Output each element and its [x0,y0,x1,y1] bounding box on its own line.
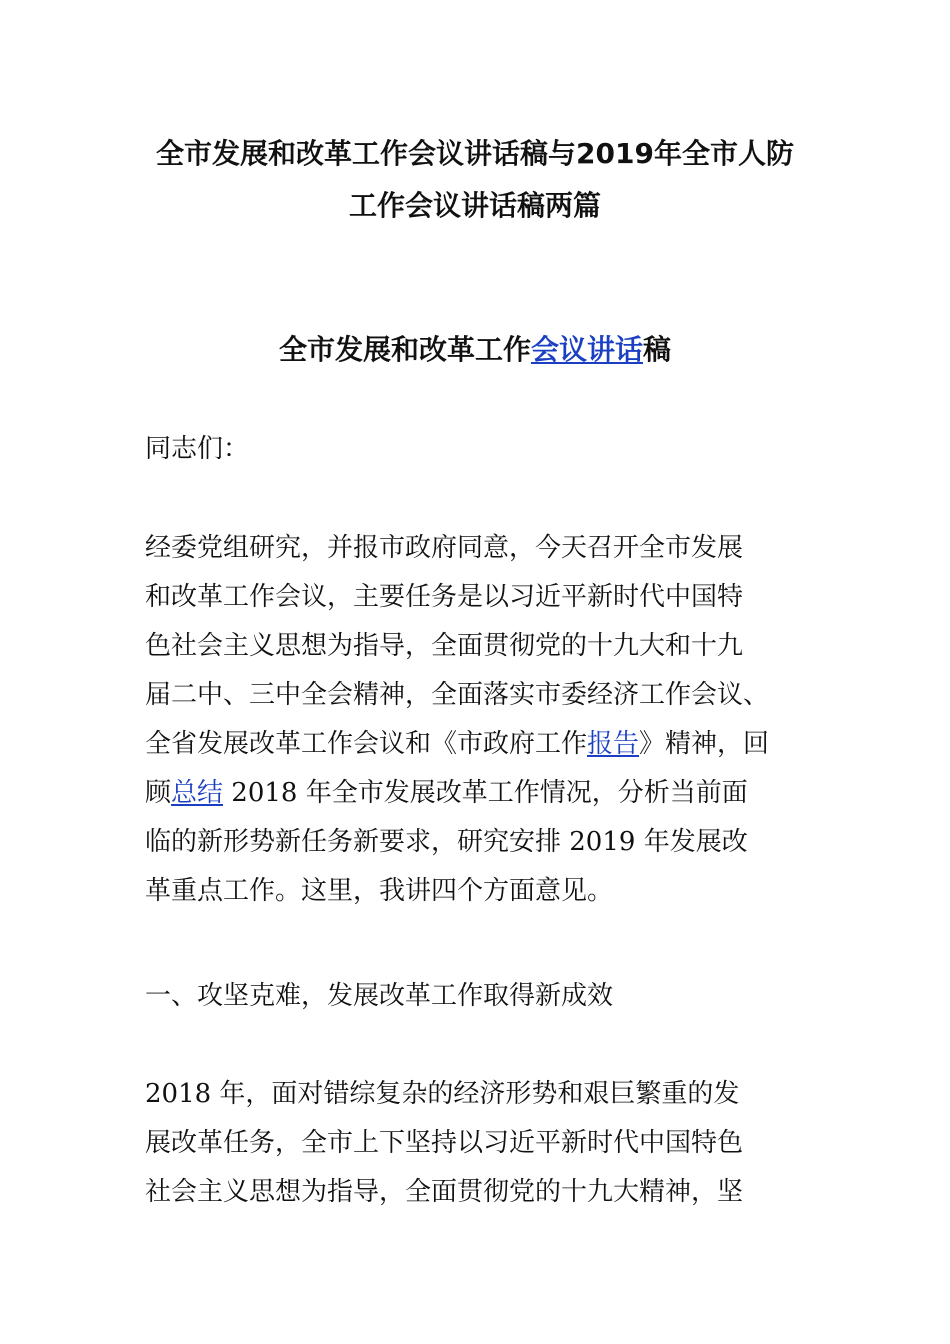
document-title-line-1: 全市发展和改革工作会议讲话稿与2019年全市人防 [156,137,794,170]
line-text: 》精神，回 [639,729,770,759]
paragraph-line: 届二中、三中全会精神，全面落实市委经济工作会议、 [145,680,770,710]
paragraph-line: 色社会主义思想为指导，全面贯彻党的十九大和十九 [145,631,744,661]
summary-link[interactable]: 总结 [171,778,224,808]
report-link[interactable]: 报告 [587,729,640,759]
paragraph-line: 社会主义思想为指导，全面贯彻党的十九大精神，坚 [145,1177,744,1207]
paragraph-line [145,720,810,769]
document-title [140,128,810,232]
section-title [140,326,810,374]
line-text: 顾 [145,778,172,808]
paragraph-line: 2018 年，面对错综复杂的经济形势和艰巨繁重的发 [145,1079,740,1109]
paragraph-line: 和改革工作会议，主要任务是以习近平新时代中国特 [145,582,744,612]
paragraph-line: 经委党组研究，并报市政府同意，今天召开全市发展 [145,533,744,563]
paragraph-line: 临的新形势新任务新要求，研究安排 2019 年发展改 [145,827,748,857]
salutation [145,425,810,474]
paragraph-line: 革重点工作。这里，我讲四个方面意见。 [145,876,614,906]
paragraph-2018 [145,1070,810,1217]
paragraph-line [145,769,810,818]
document-title-line-2: 工作会议讲话稿两篇 [348,189,601,222]
intro-paragraph [145,524,810,916]
line-text: 2018 年全市发展改革工作情况，分析当前面 [223,778,748,808]
section-title-suffix: 稿 [643,333,672,366]
heading-one [145,972,810,1021]
line-text: 全省发展改革工作会议和《市政府工作 [145,729,588,759]
section-title-link[interactable]: 会议讲话 [530,333,643,366]
paragraph-line: 展改革任务，全市上下坚持以习近平新时代中国特色 [145,1128,744,1158]
section-title-text: 全市发展和改革工作 [278,333,531,366]
salutation-text: 同志们： [145,434,250,464]
heading-one-text: 一、攻坚克难，发展改革工作取得新成效 [145,981,614,1011]
